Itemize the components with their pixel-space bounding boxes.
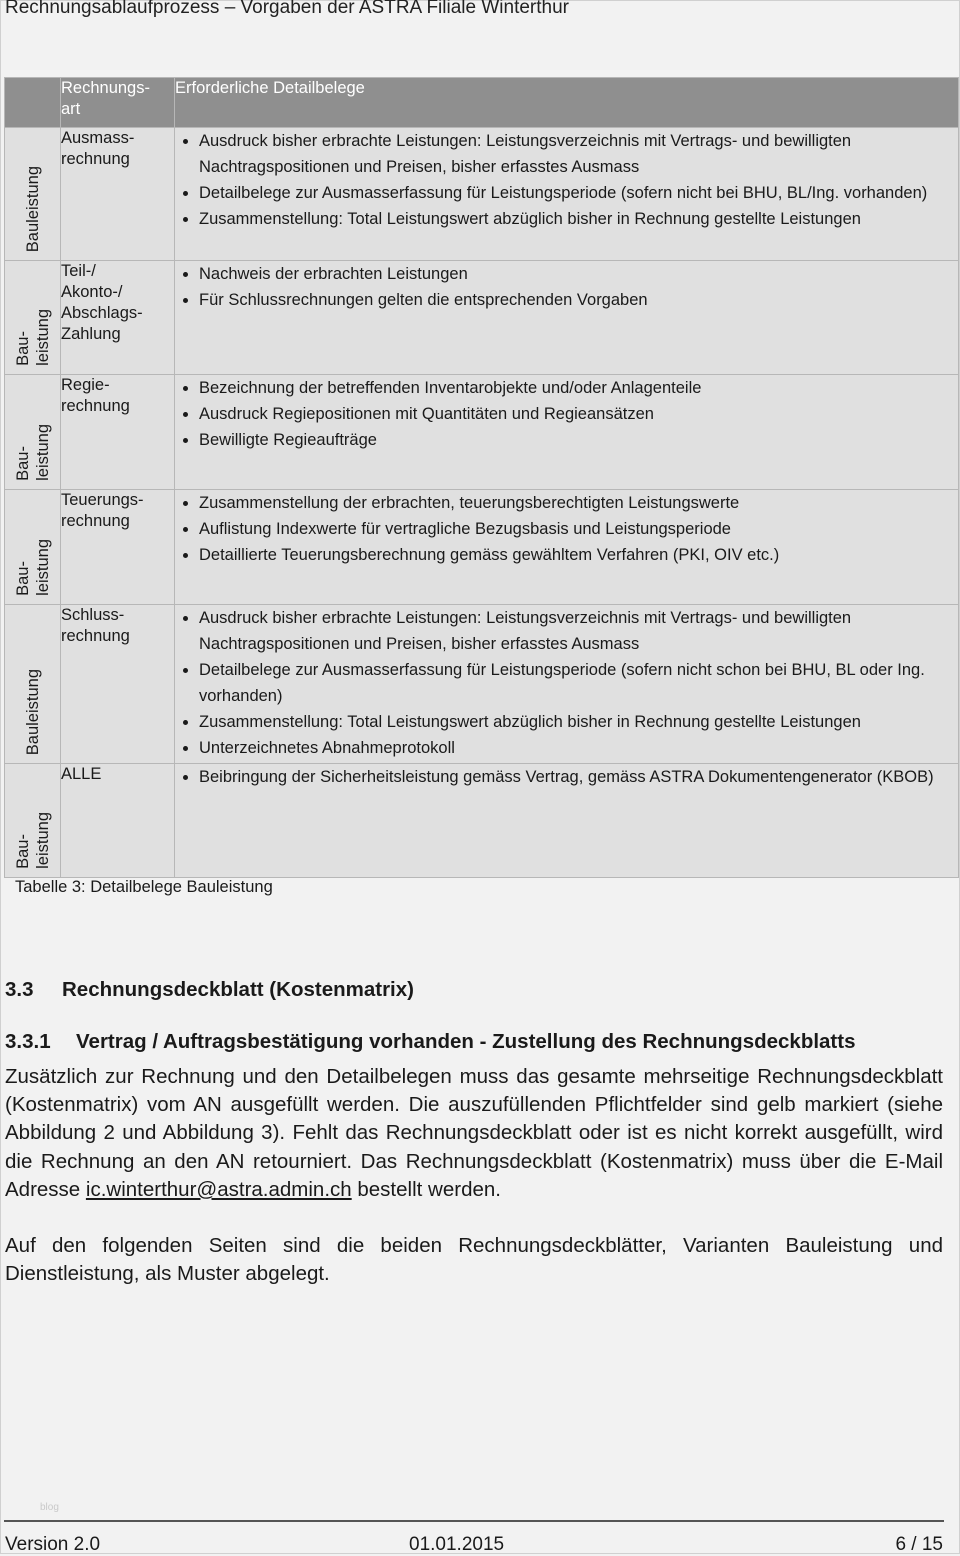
category-label: Bauleistung [23, 668, 42, 755]
category-label: Bau- leistung [13, 309, 52, 366]
header-detailbelege: Erforderliche Detailbelege [175, 78, 959, 128]
category-cell [5, 375, 61, 490]
details-cell [175, 375, 959, 490]
section-heading [5, 978, 414, 1002]
type-cell: Regie- rechnung [61, 375, 175, 490]
table-caption: Tabelle 3: Detailbelege Bauleistung [15, 878, 273, 896]
detailbelege-table [4, 77, 959, 878]
table-header-row [5, 78, 959, 128]
list-item: Bewilligte Regieaufträge [175, 427, 958, 453]
watermark: blog [40, 1502, 59, 1513]
details-cell [175, 261, 959, 375]
list-item: Zusammenstellung: Total Leistungswert abzüglich bisher in Rechnung gestellte Leistungen [175, 206, 958, 232]
list-item: Ausdruck Regiepositionen mit Quantitäten und Regieansätzen [175, 401, 958, 427]
type-cell: Ausmass- rechnung [61, 128, 175, 261]
details-cell [175, 764, 959, 878]
header-rechnungsart: Rechnungs- art [61, 78, 175, 128]
type-cell: ALLE [61, 764, 175, 878]
footer-date: 01.01.2015 [409, 1534, 505, 1555]
subsection-number: 3.3.1 [5, 1030, 51, 1053]
section-number: 3.3 [5, 978, 34, 1001]
section-title: Rechnungsdeckblatt (Kostenmatrix) [62, 978, 414, 1001]
subsection-title: Vertrag / Auftragsbestätigung vorhanden - Zustellung des Rechnungsdeckblatts [76, 1030, 856, 1053]
details-cell [175, 128, 959, 261]
list-item: Ausdruck bisher erbrachte Leistungen: Leistungsverzeichnis mit Vertrags- und bewilligten Nachtragspositionen und Preisen, bisher erfasstes Ausmass [175, 128, 958, 180]
footer-divider [4, 1520, 944, 1522]
type-cell: Teil-/ Akonto-/ Abschlags- Zahlung [61, 261, 175, 375]
list-item: Beibringung der Sicherheitsleistung gemäss Vertrag, gemäss ASTRA Dokumentengenerator (KBOB) [175, 764, 958, 790]
list-item: Detailbelege zur Ausmasserfassung für Leistungsperiode (sofern nicht bei BHU, BL/Ing. vorhanden) [175, 180, 958, 206]
list-item: Auflistung Indexwerte für vertragliche Bezugsbasis und Leistungsperiode [175, 516, 958, 542]
body-paragraph-2: Auf den folgenden Seiten sind die beiden Rechnungsdeckblätter, Varianten Bauleistung und Dienstleistung, als Muster abgelegt. [5, 1234, 943, 1286]
category-label: Bau- leistung [13, 812, 52, 869]
footer-version: Version 2.0 [5, 1534, 101, 1555]
table-row [5, 261, 959, 375]
category-cell [5, 261, 61, 375]
type-cell: Teuerungs- rechnung [61, 490, 175, 605]
list-item: Detailbelege zur Ausmasserfassung für Leistungsperiode (sofern nicht schon bei BHU, BL oder Ing. vorhanden) [175, 657, 958, 709]
table-row [5, 605, 959, 764]
table-row [5, 375, 959, 490]
list-item: Ausdruck bisher erbrachte Leistungen: Leistungsverzeichnis mit Vertrags- und bewilligten Nachtragspositionen und Preisen, bisher erfasstes Ausmass [175, 605, 958, 657]
category-cell [5, 128, 61, 261]
subsection-heading [5, 1030, 856, 1054]
list-item: Nachweis der erbrachten Leistungen [175, 261, 958, 287]
document-header-title: Rechnungsablaufprozess – Vorgaben der ASTRA Filiale Winterthur [5, 0, 569, 18]
list-item: Bezeichnung der betreffenden Inventarobjekte und/oder Anlagenteile [175, 375, 958, 401]
list-item: Zusammenstellung: Total Leistungswert abzüglich bisher in Rechnung gestellte Leistungen [175, 709, 958, 735]
details-cell [175, 605, 959, 764]
category-label: Bau- leistung [13, 424, 52, 481]
list-item: Unterzeichnetes Abnahmeprotokoll [175, 735, 958, 761]
email-link[interactable]: ic.winterthur@astra.admin.ch [85, 1177, 352, 1201]
list-item: Zusammenstellung der erbrachten, teuerungsberechtigten Leistungswerte [175, 490, 958, 516]
category-cell [5, 605, 61, 764]
category-cell [5, 764, 61, 878]
table-row [5, 764, 959, 878]
footer-page-number: 6 / 15 [895, 1534, 943, 1555]
table-row [5, 128, 959, 261]
body-paragraph-1: Zusätzlich zur Rechnung und den Detailbelegen muss das gesamte mehrseitige Rechnungsdeckblatt (Kostenmatrix) vom AN ausgefüllt werden. Die auszufüllenden Pflichtfelder sind gelb markiert (siehe Abbildung 2 und Abbildung 3). Fehlt das Rechnungsdeckblatt oder ist es nicht korrekt ausgefüllt, wird die Rechnung an den AN retourniert. Das Rechnungsdeckblatt (Kostenmatrix) muss über die E-Mail Adresse ic.winterthur@astra.admin.ch bestellt werden. [5, 1065, 943, 1201]
type-cell: Schluss- rechnung [61, 605, 175, 764]
header-blank-cell [5, 78, 61, 128]
category-label: Bauleistung [23, 165, 42, 252]
table-row [5, 490, 959, 605]
category-label: Bau- leistung [13, 539, 52, 596]
category-cell [5, 490, 61, 605]
details-cell [175, 490, 959, 605]
list-item: Detaillierte Teuerungsberechnung gemäss gewähltem Verfahren (PKI, OIV etc.) [175, 542, 958, 568]
list-item: Für Schlussrechnungen gelten die entsprechenden Vorgaben [175, 287, 958, 313]
